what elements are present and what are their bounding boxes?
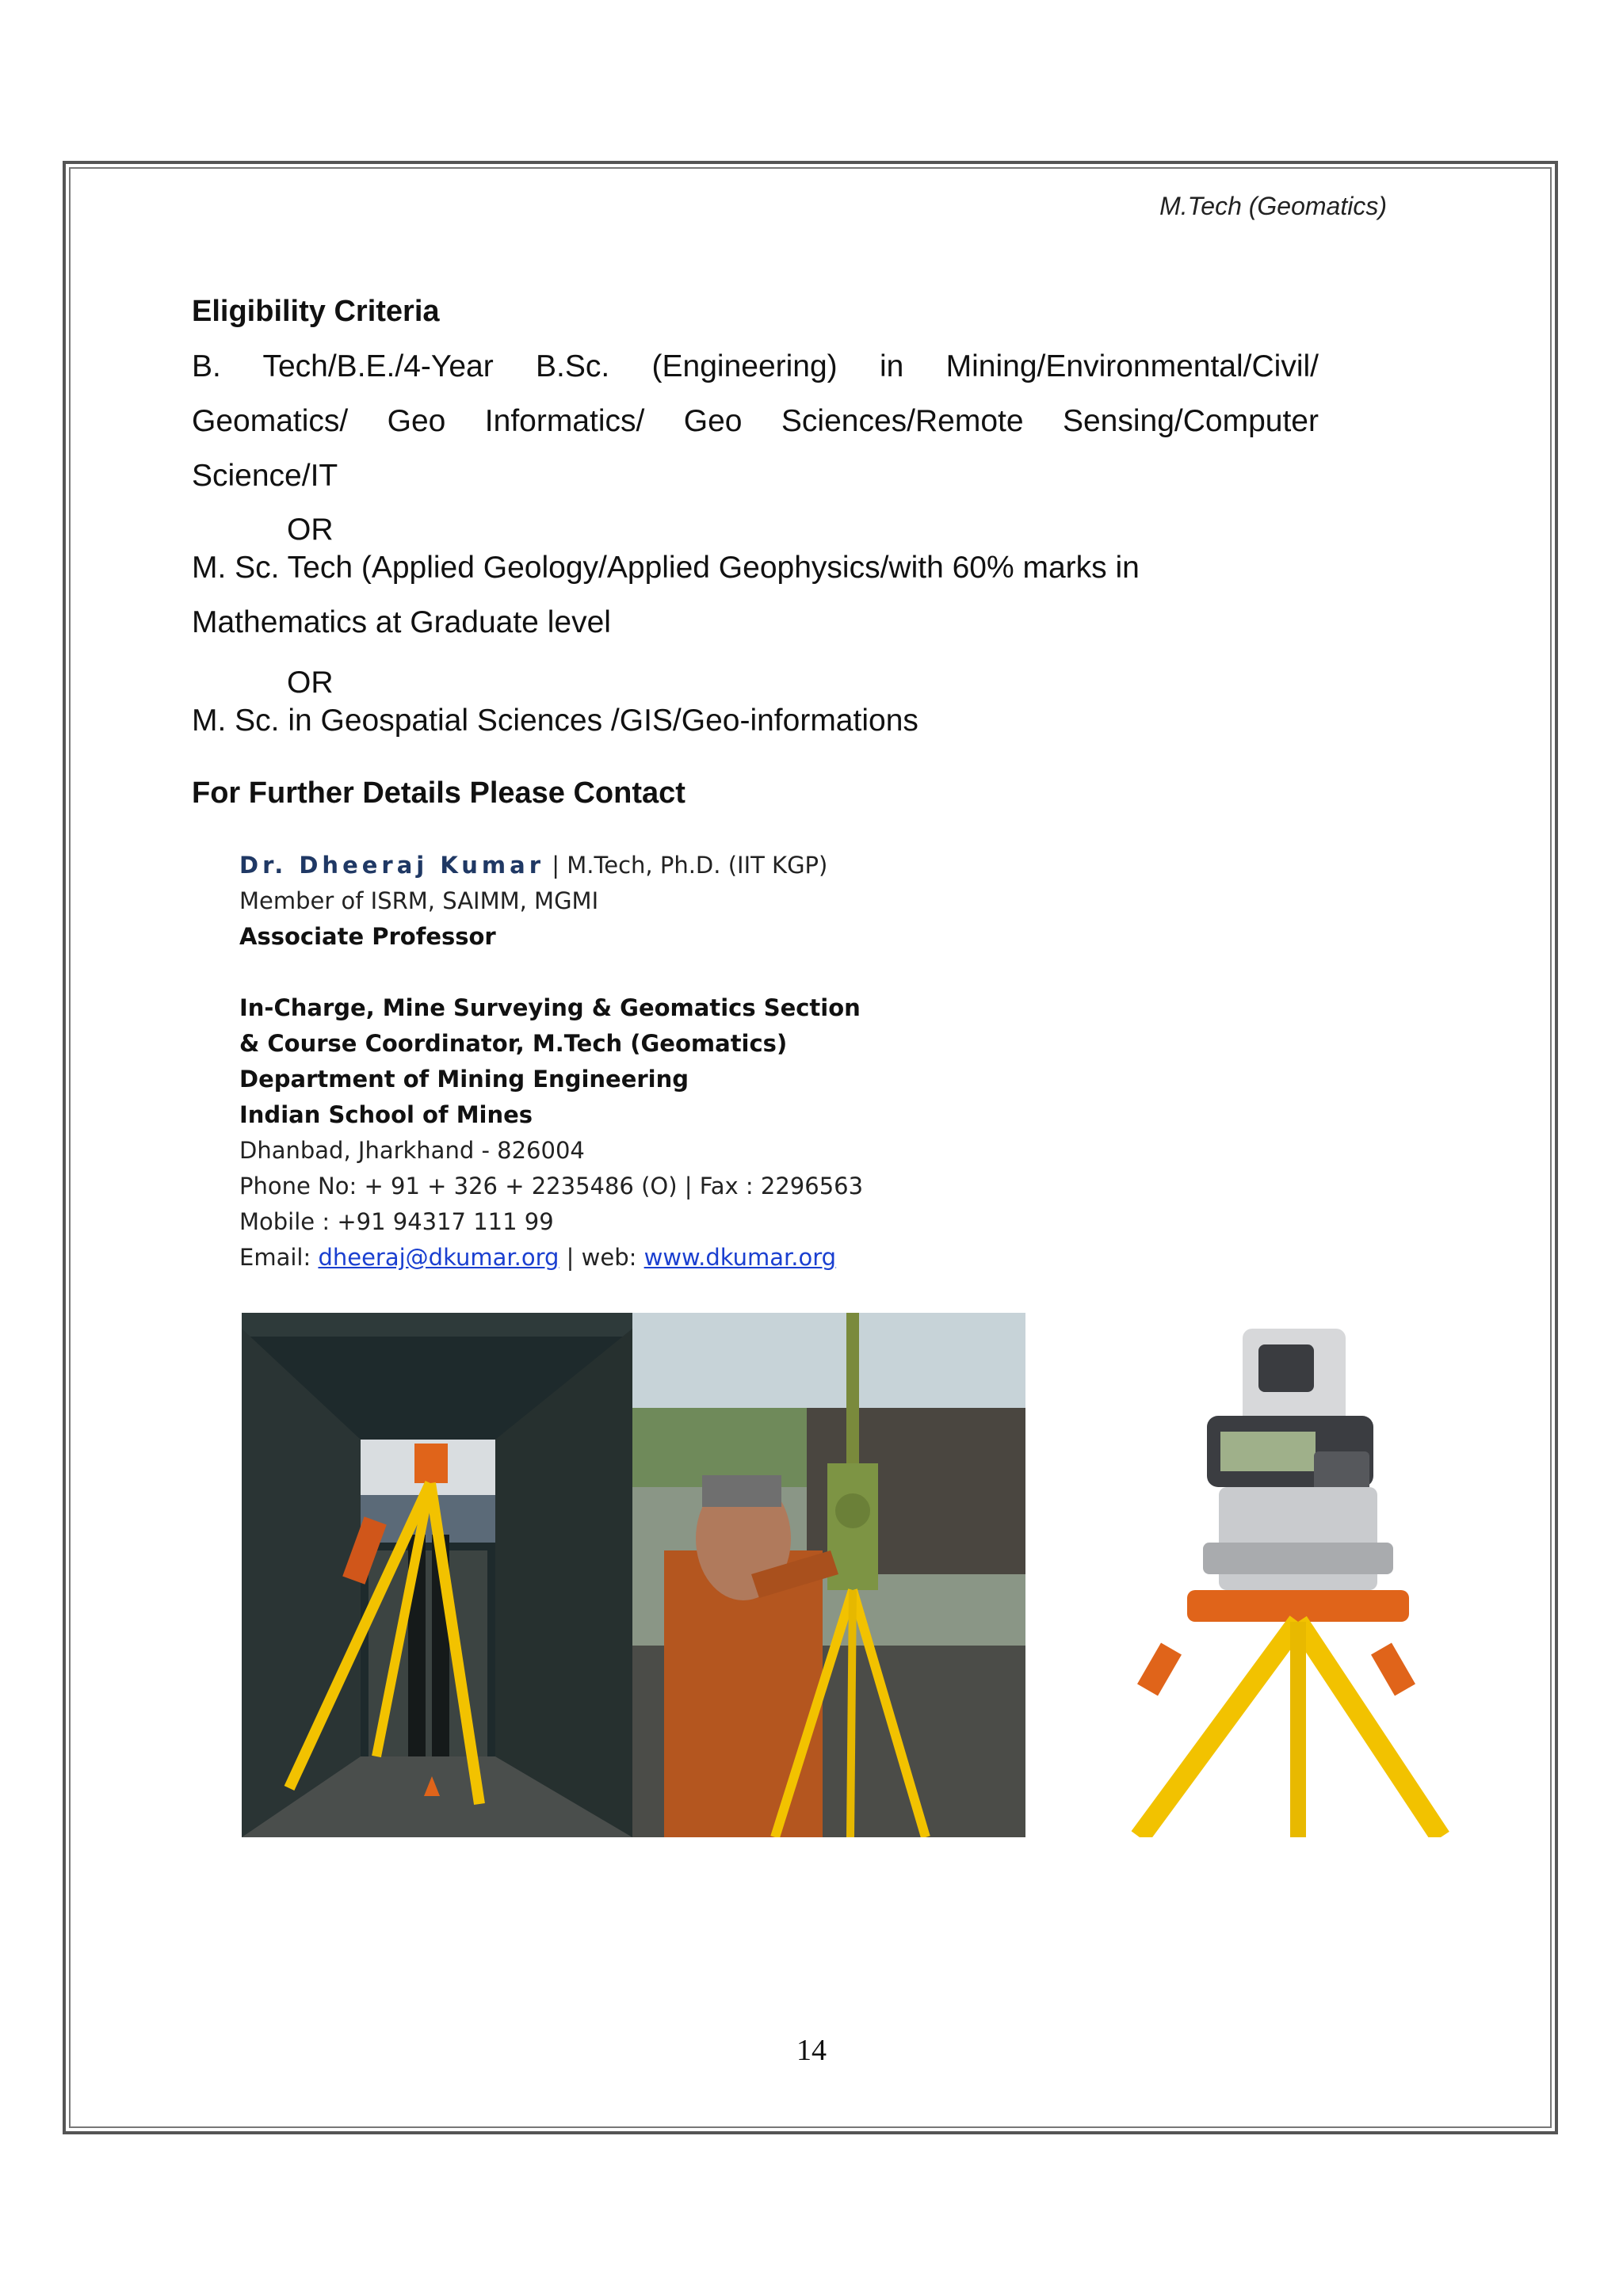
eligibility-option-2	[192, 540, 1140, 650]
contact-qualifications: | M.Tech, Ph.D. (IIT KGP)	[544, 852, 828, 879]
contact-phone: Phone No: + 91 + 326 + 2235486 (O) | Fax : 2296563	[239, 1173, 864, 1199]
contact-role-2: & Course Coordinator, M.Tech (Geomatics)	[239, 1030, 788, 1057]
contact-block	[239, 848, 863, 1276]
running-title: M.Tech (Geomatics)	[1159, 192, 1387, 220]
email-label: Email:	[239, 1244, 319, 1271]
photo-total-station	[1108, 1313, 1450, 1837]
eligibility-line-3: Science/IT	[192, 459, 338, 493]
or-separator-1: OR	[287, 513, 334, 547]
contact-spacer	[239, 955, 863, 990]
eligibility-line-2: Geomatics/ Geo Informatics/ Geo Sciences/Remote Sensing/Computer	[192, 404, 1319, 438]
surveyor-illustration	[632, 1313, 1025, 1837]
eligibility-line-1: B. Tech/B.E./4-Year B.Sc. (Engineering) in Mining/Environmental/Civil/	[192, 349, 1319, 383]
contact-name-row	[239, 848, 863, 883]
web-link[interactable]: www.dkumar.org	[643, 1244, 837, 1271]
contact-membership: Member of ISRM, SAIMM, MGMI	[239, 887, 599, 914]
contact-institute: Indian School of Mines	[239, 1101, 533, 1128]
contact-heading: For Further Details Please Contact	[192, 776, 685, 810]
contact-name: Dr. Dheeraj Kumar	[239, 852, 545, 879]
contact-address: Dhanbad, Jharkhand - 826004	[239, 1137, 585, 1164]
eligibility-option-1	[192, 339, 1319, 503]
eligibility-option-3: M. Sc. in Geospatial Sciences /GIS/Geo-informations	[192, 704, 918, 738]
contact-links-row	[239, 1240, 863, 1276]
contact-role-1: In-Charge, Mine Surveying & Geomatics Section	[239, 994, 861, 1021]
option-2-line-2: Mathematics at Graduate level	[192, 605, 611, 639]
page-number: 14	[796, 2034, 827, 2067]
photo-surveyor-theodolite	[632, 1313, 1025, 1837]
option-2-line-1: M. Sc. Tech (Applied Geology/Applied Geophysics/with 60% marks in	[192, 551, 1140, 585]
web-label: | web:	[559, 1244, 644, 1271]
email-link[interactable]: dheeraj@dkumar.org	[318, 1244, 559, 1271]
mine-cage-illustration	[242, 1313, 632, 1837]
total-station-illustration	[1108, 1313, 1450, 1837]
contact-department: Department of Mining Engineering	[239, 1066, 689, 1093]
photo-mine-cage-tripod	[242, 1313, 632, 1837]
eligibility-heading: Eligibility Criteria	[192, 295, 440, 328]
or-separator-2: OR	[287, 666, 334, 700]
contact-mobile: Mobile : +91 94317 111 99	[239, 1208, 554, 1235]
contact-designation: Associate Professor	[239, 923, 496, 950]
